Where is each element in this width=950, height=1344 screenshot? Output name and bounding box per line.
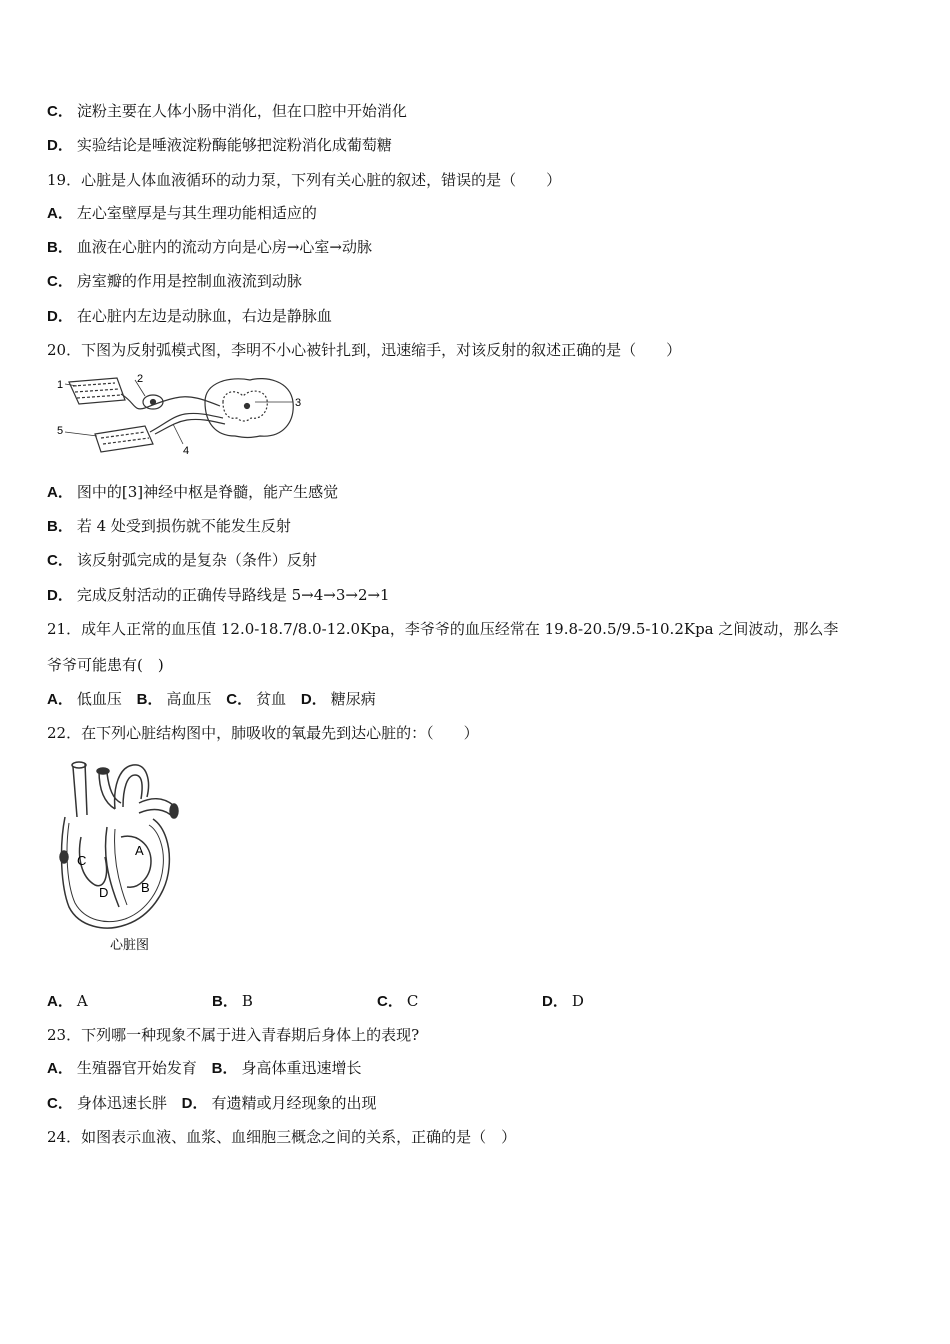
q20-option-b: B． 若 4 处受到损伤就不能发生反射 [47,517,291,535]
q22-options: A． A B． B C． C D． D [47,992,584,1010]
label-2: 2 [137,373,144,385]
q23-options-ab: A． 生殖器官开始发育 B． 身高体重迅速增长 [47,1059,362,1077]
heart-figure [55,757,190,957]
heart-label-c: C [77,853,87,868]
q21-stem-line1: 21．成年人正常的血压值 12.0-18.7/8.0-12.0Kpa，李爷爷的血压经常在 19.8-20.5/9.5-10.2Kpa 之间波动，那么李 [47,620,839,638]
q19-option-d: D． 在心脏内左边是动脉血，右边是静脉血 [47,307,332,325]
q23-options-cd: C． 身体迅速长胖 D． 有遗精或月经现象的出现 [47,1094,377,1112]
efferent-nerve [150,413,225,434]
q18-option-c: C． 淀粉主要在人体小肠中消化，但在口腔中开始消化 [47,102,407,120]
label-1: 1 [57,379,64,391]
q20-option-c: C． 该反射弧完成的是复杂（条件）反射 [47,551,317,569]
effector-muscle [95,426,153,452]
q18-option-d: D． 实验结论是唾液淀粉酶能够把淀粉消化成葡萄糖 [47,136,392,154]
spinal-cord [205,379,293,438]
q19-stem: 19．心脏是人体血液循环的动力泵，下列有关心脏的叙述，错误的是（ ） [47,171,562,189]
label-5: 5 [57,425,64,437]
q21-options: A． 低血压 B． 高血压 C． 贫血 D． 糖尿病 [47,690,376,708]
q22-stem: 22．在下列心脏结构图中，肺吸收的氧最先到达心脏的：（ ） [47,724,479,742]
heart-label-a: A [135,843,144,858]
reflex-arc-figure [55,372,315,462]
label-3: 3 [295,397,302,409]
heart-label-b: B [141,880,150,895]
q19-option-a: A． 左心室壁厚是与其生理功能相适应的 [47,204,317,222]
q20-option-d: D． 完成反射活动的正确传导路线是 5→4→3→2→1 [47,586,390,604]
q20-stem: 20．下图为反射弧模式图，李明不小心被针扎到，迅速缩手，对该反射的叙述正确的是（ ） [47,341,682,359]
q20-option-a: A． 图中的[3]神经中枢是脊髓，能产生感觉 [47,483,339,501]
heart-label-d: D [99,885,109,900]
receptor-skin [69,378,125,404]
q19-option-b: B． 血液在心脏内的流动方向是心房→心室→动脉 [47,238,372,256]
heart-caption: 心脏图 [110,937,150,952]
q24-stem: 24．如图表示血液、血浆、血细胞三概念之间的关系，正确的是（ ） [47,1128,517,1146]
label-4: 4 [183,445,190,457]
q21-stem-line2: 爷爷可能患有( ) [47,656,164,674]
q19-option-c: C． 房室瓣的作用是控制血液流到动脉 [47,272,302,290]
q23-stem: 23．下列哪一种现象不属于进入青春期后身体上的表现? [47,1026,420,1044]
